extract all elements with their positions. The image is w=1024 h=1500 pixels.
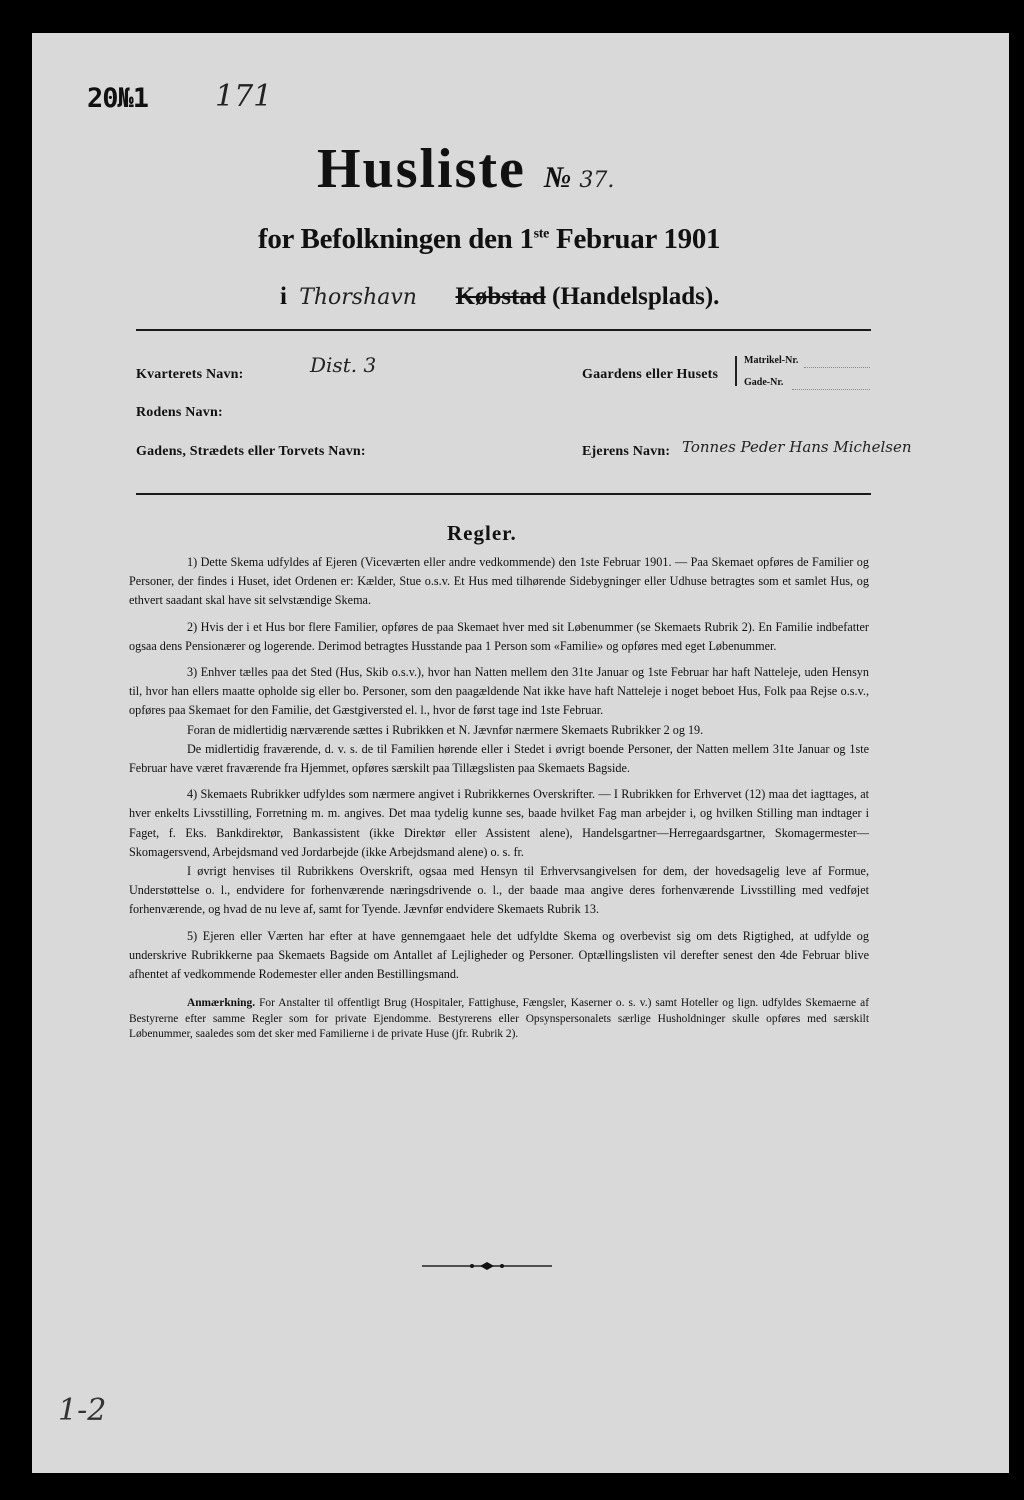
rule-5: 5) Ejeren eller Værten har efter at have gennemgaaet hele det udfyldte Skema og overbevist sig om dets Rigtighed, at udfylde og underskrive Rubrikkerne paa Skemaets Bagside om Antallet af Lejligheder og Personer. Optællingslisten vil derefter senest den 4de Februar blive afhentet af vedkommende Rodemester eller anden Bestillingsmand. <box>129 928 869 982</box>
subtitle-text: for Befolkningen den 1 <box>258 223 534 255</box>
matrikel-label: Matrikel-Nr. <box>744 355 799 366</box>
rule-3-foran: Foran de midlertidig nærværende sættes i Rubrikken et N. Jævnfør nærmere Skemaets Rubrikker 2 og 19. <box>187 722 704 737</box>
rules-body <box>129 553 869 1050</box>
rule-3-fravaerende: De midlertidig fraværende, d. v. s. de til Familien hørende eller i Stedet i øvrigt boende Personer, der Natten mellem 31te Januar og 1ste Februar have været fraværende fra Hjemmet, opføres særskilt paa Tillægslisten paa Skemaets Bagside. <box>129 741 869 776</box>
number-sign: № <box>543 161 572 194</box>
place-name-handwritten: Thorshavn <box>299 285 417 310</box>
handelsplads: (Handelsplads). <box>552 283 720 310</box>
list-number-value: 37. <box>579 168 615 193</box>
rule-1: 1) Dette Skema udfyldes af Ejeren (Viceværten eller andre vedkommende) den 1ste Februar 1901. — Paa Skemaet opføres de Familier og Personer, der findes i Huset, idet Ordenen er: Kælder, Stue o.s.v. Et Hus med tilhørende Sidebygninger eller Udhuse betragtes som et samlet Hus, og ethvert saadant skal have sit selvstændige Skema. <box>129 555 869 608</box>
fields-divider <box>136 493 871 495</box>
rode-label: Rodens Navn: <box>136 405 223 420</box>
handwritten-page-number: 171 <box>215 79 273 114</box>
kobstad-struck: Købstad <box>455 283 546 310</box>
annotation-note <box>129 996 869 1043</box>
subtitle-sup: ste <box>533 226 550 242</box>
census-form-page <box>32 33 1009 1473</box>
rule-4-ovrigt: I øvrigt henvises til Rubrikkens Overskrift, ogsaa med Hensyn til Erhvervsangivelsen for dem, der hovedsagelig leve af Formue, Understøttelse o. l., endvidere for forhenværende næringsdrivende o. l., der baade maa angive deres forhenværende Livsstilling med vedføjet forhenværende, og hvad de nu leve af, samt for Tyende. Jævnfør endvidere Skemaets Rubrik 13. <box>129 864 869 917</box>
gaard-label: Gaardens eller Husets <box>582 367 719 382</box>
form-title-row <box>317 137 614 201</box>
rules-heading: Regler. <box>447 521 517 545</box>
subtitle <box>258 223 720 256</box>
gaard-brace <box>735 356 742 386</box>
page-title: Husliste <box>317 138 526 200</box>
annotation-label: Anmærkning. <box>187 997 256 1010</box>
ornament-divider-icon <box>422 1260 552 1272</box>
archive-stamp: 20№1 <box>87 83 149 114</box>
rule-2: 2) Hvis der i et Hus bor flere Familier, opføres de paa Skemaet hver med sit Løbenummer (se Skemaets Rubrik 2). En Familie indbefatter ogsaa dens Pensionærer og logerende. Derimod betragtes Husstande paa 1 Person som «Familie» og opføres med eget Løbenummer. <box>129 619 869 653</box>
place-prefix: i <box>280 283 287 310</box>
ejer-label: Ejerens Navn: <box>582 444 671 459</box>
annotation-text: For Anstalter til offentligt Brug (Hospitaler, Fattighuse, Fængsler, Kaserner o. s. v.) samt Hoteller og lign. udfyldes Skemaerne af Bestyrerne efter samme Regler som for private Ejendomme. Bestyrerens eller Opsynspersonalets særlige Husholdninger skulle opføres med særskilt Løbenummer, saaledes som det sker med Familierne i de private Huse (jfr. Rubrik 2). <box>129 997 869 1041</box>
place-line <box>280 283 719 311</box>
gade-nr-line <box>792 389 870 390</box>
rule-4: 4) Skemaets Rubrikker udfyldes som nærmere angivet i Rubrikkernes Overskrifter. — I Rubrikken for Erhvervet (12) maa det iagttages, at hver enkelts Livsstilling, Forretning m. m. angives. Det maa tydelig kunne ses, baade hvilket Fag man arbejder i, og hvilken Stilling man indtager i Faget, f. Eks. Bankdirektør, Bankassistent (ikke Direktør eller Assistent alene), Handelsgartner—Herregaardsgartner, Skomagermester—Skomagersvend, Arbejdsmand ved Jordarbejde (ikke Arbejdsmand alene) o. s. fr. <box>129 787 869 859</box>
end-ornament <box>422 1259 552 1277</box>
matrikel-line <box>804 367 870 368</box>
subtitle-date: Februar 1901 <box>556 223 721 255</box>
gade-label: Gadens, Strædets eller Torvets Navn: <box>136 444 366 459</box>
kvarter-label: Kvarterets Navn: <box>136 367 244 382</box>
rule-3: 3) Enhver tælles paa det Sted (Hus, Skib o.s.v.), hvor han Natten mellem den 31te Januar og 1ste Februar har haft Natteleje, uden Hensyn til, hvor han ellers maatte opholde sig eller bo. Personer, som den paagældende Nat ikke have haft Natteleje i noget beboet Hus, Folk paa Rejse o.s.v., opføres paa Skemaet for den Familie, det Gæstgiversted el. l., hvor de først tage ind 1ste Februar. <box>129 665 869 718</box>
gade-nr-label: Gade-Nr. <box>744 377 784 388</box>
owner-name-handwritten: Tonnes Peder Hans Michelsen <box>682 438 912 456</box>
margin-note-handwritten: 1-2 <box>58 1393 107 1428</box>
kvarter-value: Dist. 3 <box>310 353 377 377</box>
top-divider <box>136 329 871 331</box>
